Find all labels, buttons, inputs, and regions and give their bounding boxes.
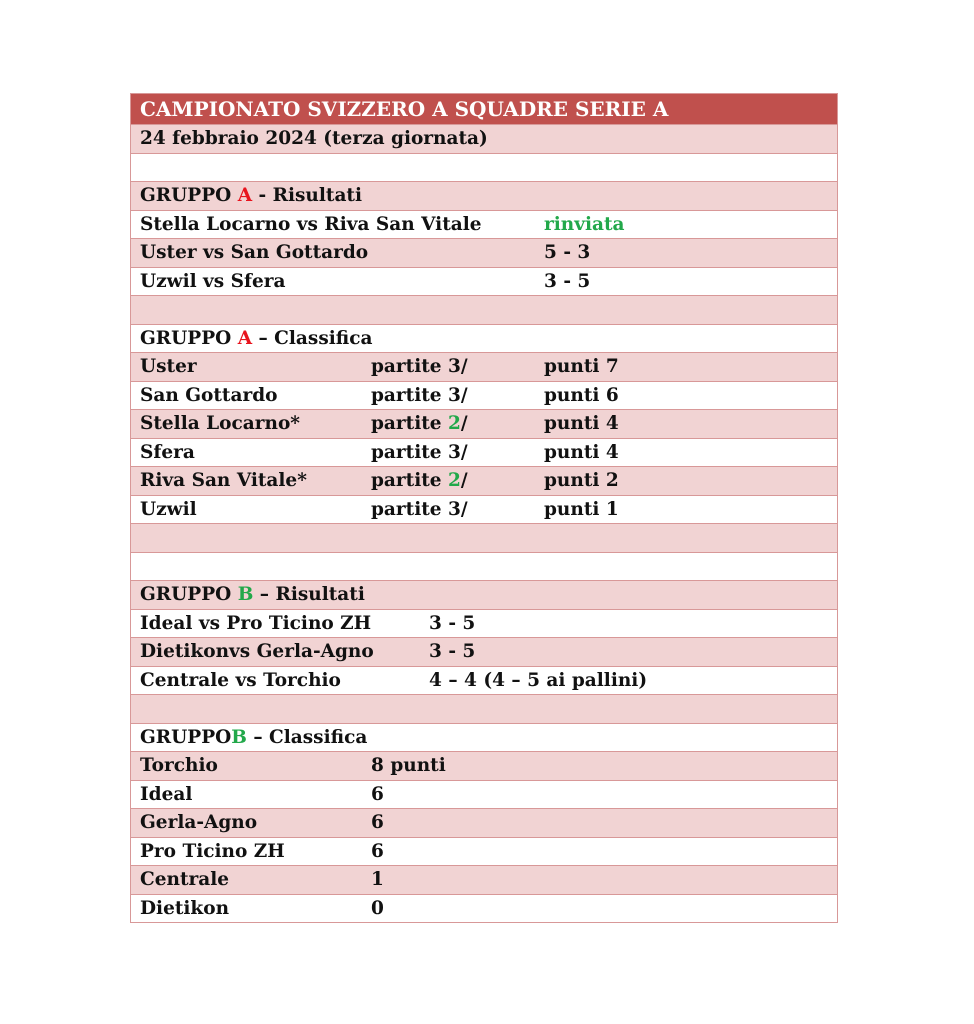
table-row [131,781,837,810]
text-fragment: GRUPPO [140,726,232,748]
table-row [131,809,837,838]
text-fragment: partite [371,356,448,377]
table-row [131,382,837,411]
spacer-row [131,296,837,325]
team-points: punti 2 [544,470,619,491]
text-fragment: 3 [448,356,461,377]
team-points: punti 6 [544,384,619,406]
team-name: Ideal [140,783,193,805]
team-name: Centrale [140,869,230,890]
table-row [131,838,837,867]
text-fragment: GRUPPO [140,185,238,206]
team-points: punti 4 [544,441,619,463]
team-points: 1 [371,869,384,890]
games-played [371,496,468,523]
team-name: Torchio [140,755,218,776]
table-title: CAMPIONATO SVIZZERO A SQUADRE SERIE A [140,97,669,121]
games-played [371,467,468,494]
team-points: 6 [371,812,384,833]
match-score: 3 - 5 [544,270,591,292]
text-fragment: / [460,356,468,377]
table-row [131,439,837,468]
text-fragment: / [460,498,468,520]
group-letter: A [237,185,253,206]
text-fragment: – Classifica [252,327,373,349]
spacer-row [131,154,837,183]
match-name: Uzwil vs Sfera [140,270,286,292]
table-row [131,467,837,496]
text-fragment: 3 [448,498,461,520]
results-table [130,93,838,923]
team-points: 6 [371,783,384,805]
team-name: Uster [140,356,197,377]
team-name: Gerla-Agno [140,812,258,833]
table-row [131,866,837,895]
match-score: 3 - 5 [429,641,476,662]
table-row [131,610,837,639]
section-heading [140,325,372,352]
match-date: 24 febbraio 2024 (terza giornata) [140,128,488,149]
games-played [371,410,468,437]
match-score: rinviata [544,213,625,235]
section-heading [140,182,362,209]
match-score: 4 – 4 (4 – 5 ai pallini) [429,669,648,691]
match-name: Dietikonvs Gerla-Agno [140,641,374,662]
text-fragment: partite [371,470,448,491]
text-fragment: partite [371,441,448,463]
games-played [371,439,468,466]
text-fragment: partite [371,413,448,434]
spacer-row [131,524,837,553]
text-fragment: 3 [448,384,461,406]
table-title-row [131,94,837,125]
text-fragment: GRUPPO [140,327,238,349]
team-name: Stella Locarno* [140,413,300,434]
team-points: punti 1 [544,498,619,520]
table-row [131,496,837,525]
team-name: Dietikon [140,897,230,919]
section-heading [140,581,365,608]
match-name: Ideal vs Pro Ticino ZH [140,612,372,634]
table-row [131,895,837,924]
date-row [131,125,837,154]
team-points: 8 punti [371,755,446,776]
text-fragment: 3 [448,441,461,463]
text-fragment: partite [371,384,448,406]
group-letter: A [237,327,253,349]
games-played [371,382,468,409]
text-fragment: 2 [448,413,461,434]
group-a-standings-heading [131,325,837,354]
text-fragment: partite [371,498,448,520]
team-name: San Gottardo [140,384,278,406]
text-fragment: / [460,413,468,434]
team-points: 0 [371,897,384,919]
team-name: Uzwil [140,498,197,520]
group-b-results-heading [131,581,837,610]
table-row [131,353,837,382]
team-name: Riva San Vitale* [140,470,307,491]
table-row [131,410,837,439]
section-heading [140,724,367,751]
match-score: 3 - 5 [429,612,476,634]
match-score: 5 - 3 [544,242,591,263]
team-points: punti 4 [544,413,619,434]
spacer-row [131,695,837,724]
group-a-results-heading [131,182,837,211]
text-fragment: GRUPPO [140,584,238,605]
text-fragment: - Risultati [252,185,363,206]
text-fragment: / [460,470,468,491]
match-name: Stella Locarno vs Riva San Vitale [140,213,482,235]
table-row [131,752,837,781]
text-fragment: – Classifica [246,726,368,748]
team-name: Sfera [140,441,195,463]
match-name: Centrale vs Torchio [140,669,341,691]
text-fragment: / [460,384,468,406]
group-letter: B [237,584,254,605]
match-name: Uster vs San Gottardo [140,242,369,263]
table-row [131,239,837,268]
table-row [131,211,837,240]
table-row [131,667,837,696]
table-row [131,268,837,297]
team-points: 6 [371,840,384,862]
team-points: punti 7 [544,356,619,377]
text-fragment: 2 [448,470,461,491]
text-fragment: – Risultati [253,584,365,605]
text-fragment: / [460,441,468,463]
spacer-row [131,553,837,582]
table-row [131,638,837,667]
games-played [371,353,468,380]
group-letter: B [231,726,247,748]
group-b-standings-heading [131,724,837,753]
team-name: Pro Ticino ZH [140,840,285,862]
